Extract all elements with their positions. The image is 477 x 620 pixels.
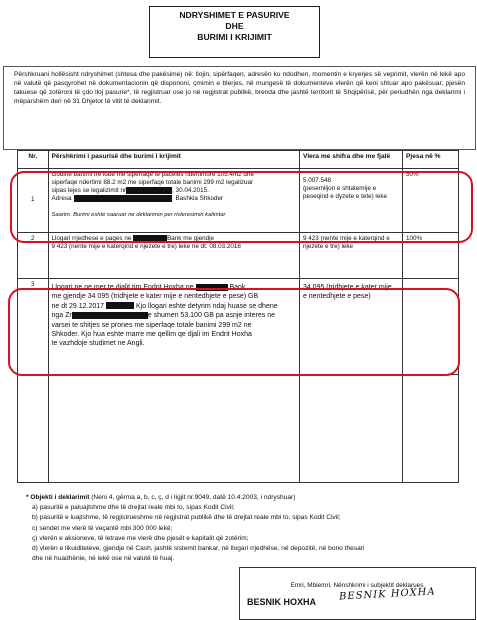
declaration-notes	[26, 493, 456, 564]
header-nr: Nr.	[18, 151, 49, 169]
note-item: c) sendet me vlerë të veçantë mbi 300 000 lekë;	[32, 524, 173, 532]
row-1-value: 5.007.548 (pesemiljon e shtatemije e peseqind e dyzete e tete) leke	[299, 169, 402, 233]
row-1-desc-line: sipas lejes se legalizimit nr ; 30.04.2015.	[51, 187, 209, 195]
red-annotation-oval-2	[8, 288, 460, 376]
row-1-nr: 1	[18, 169, 49, 233]
row-2-description: Llogari rrjedhese e pages ne Bank me gjendje 9 423 (nente mije e katerqind e njezete e tre) leke ne dt: 08.03.2018	[48, 233, 299, 279]
row-2-share: 100%	[403, 233, 459, 279]
table-row-empty	[18, 375, 459, 483]
signature-caption: Emri, Mbiemri, Nënshkrimi i subjektit deklarues	[290, 582, 424, 589]
row-1-desc-line: siperfaqe ndertimi 88.2 m2 me siperfaqe totale banimi 299 m2 legalizuar	[51, 179, 254, 187]
title-line-3: BURIMI I KRIJIMIT	[197, 32, 272, 42]
notes-lead-rest: (Neni 4, gërma a, b, c, ç, d i ligjit nr.9049, datë 10.4.2003, i ndryshuar)	[89, 494, 296, 501]
row-1-share: 50%	[403, 169, 459, 233]
note-item: dhe në huadhënie, në lekë ose në valutë të huaj.	[32, 555, 175, 563]
table-header-row	[18, 151, 459, 169]
header-value: Vlera me shifra dhe me fjalë	[299, 151, 402, 169]
note-item: d) vlerën e likuiditeteve, gjendje në Cash, jashtë sistemit bankar, në llogari rrjedhëse, në depozitë, në bono thesari	[32, 545, 365, 553]
red-annotation-oval-1	[10, 171, 473, 243]
row-2-nr: 2	[18, 233, 49, 279]
header-share: Pjesa në %	[403, 151, 459, 169]
row-1-desc-line: Adresa Bashkia Shkoder	[51, 195, 224, 203]
handwritten-signature: BESNIK HOXHA	[338, 586, 436, 603]
note-item: ç) vlerën e aksioneve, të letrave me vlerë dhe pjesët e kapitalit që zotërim;	[32, 534, 249, 542]
row-3-value: 34 095 (tridhjete e kater mije e nentedhjete e pese)	[299, 279, 402, 375]
declarant-name: BESNIK HOXHA	[247, 597, 317, 607]
note-item: b) pasuritë e luajtshme, të regjistrueshme në regjistrat publikë dhe të drejtat reale mbi to, sipas Kodit Civil;	[32, 514, 341, 522]
header-description: Përshkrimi i pasurisë dhe burimi i krijimit	[48, 151, 299, 169]
title-line-2: DHE	[225, 21, 244, 31]
note-item: a) pasuritë e paluajtshme dhe të drejtat reale mbi to, sipas Kodit Civil;	[32, 504, 235, 512]
row-1-source-note: Saarim. Burimi eshte saaruar ne deklarimin per rivleresimin kalimtar	[51, 211, 226, 218]
row-3-nr: 3	[18, 279, 49, 375]
row-2-value: 9 423 (nente mije e katerqind e njezete e tre) leke	[299, 233, 402, 279]
intro-paragraph: Përshkruani hollësisht ndryshimet (shtesa dhe pakësime) në: llojin, sipërfaqen, adresën ku ndodhen, momentin e kryerjes së veprimit, vlerën në lekë apo në valutë që pasqyrohet në dokumentacionin që dispononi, çmimin e blerjes, në mungesë të dokumenteve vlerën që keni shtuar apo pakësuar, pjesën takuese që zotëroni të çdo lloj pasurie*, të regjistruar ose jo në regjistrat publikë, brenda dhe jashtë territorit të Shqipërisë, për periudhën nga deklarimi i mëparshëm deri në 31 Dhjetor të vitit të deklarimit.	[14, 71, 465, 105]
title-line-1: NDRYSHIMET E PASURIVE	[179, 10, 290, 20]
notes-lead: * Objekti i deklarimit	[26, 494, 90, 501]
row-1-desc-line: Godine banimi tre kate me siperfaqe te paceles ndertimore 105.4m2 dhe	[51, 171, 254, 178]
row-3-description: Llogari ne ne mer te djalit tim Endrit Hoxha ne Bank me gjendje 34 095 (tridhjete e kater mije e nentedhjete e pese) GB ne dt 29.12.2017 Kjo llogari eshte detyrim ndaj huase se dhene nga Zr e shumen 53.100 GB pa asnje interes ne varsei te shitjes se prones me siperfaqe totale banimi 299 m2 ne Shkoder. Kjo hua eshte marre me qellim qe djali im Endrit Hoxha te vazhdoje studimet ne Angli.	[48, 279, 299, 375]
form-title-box	[149, 6, 320, 58]
